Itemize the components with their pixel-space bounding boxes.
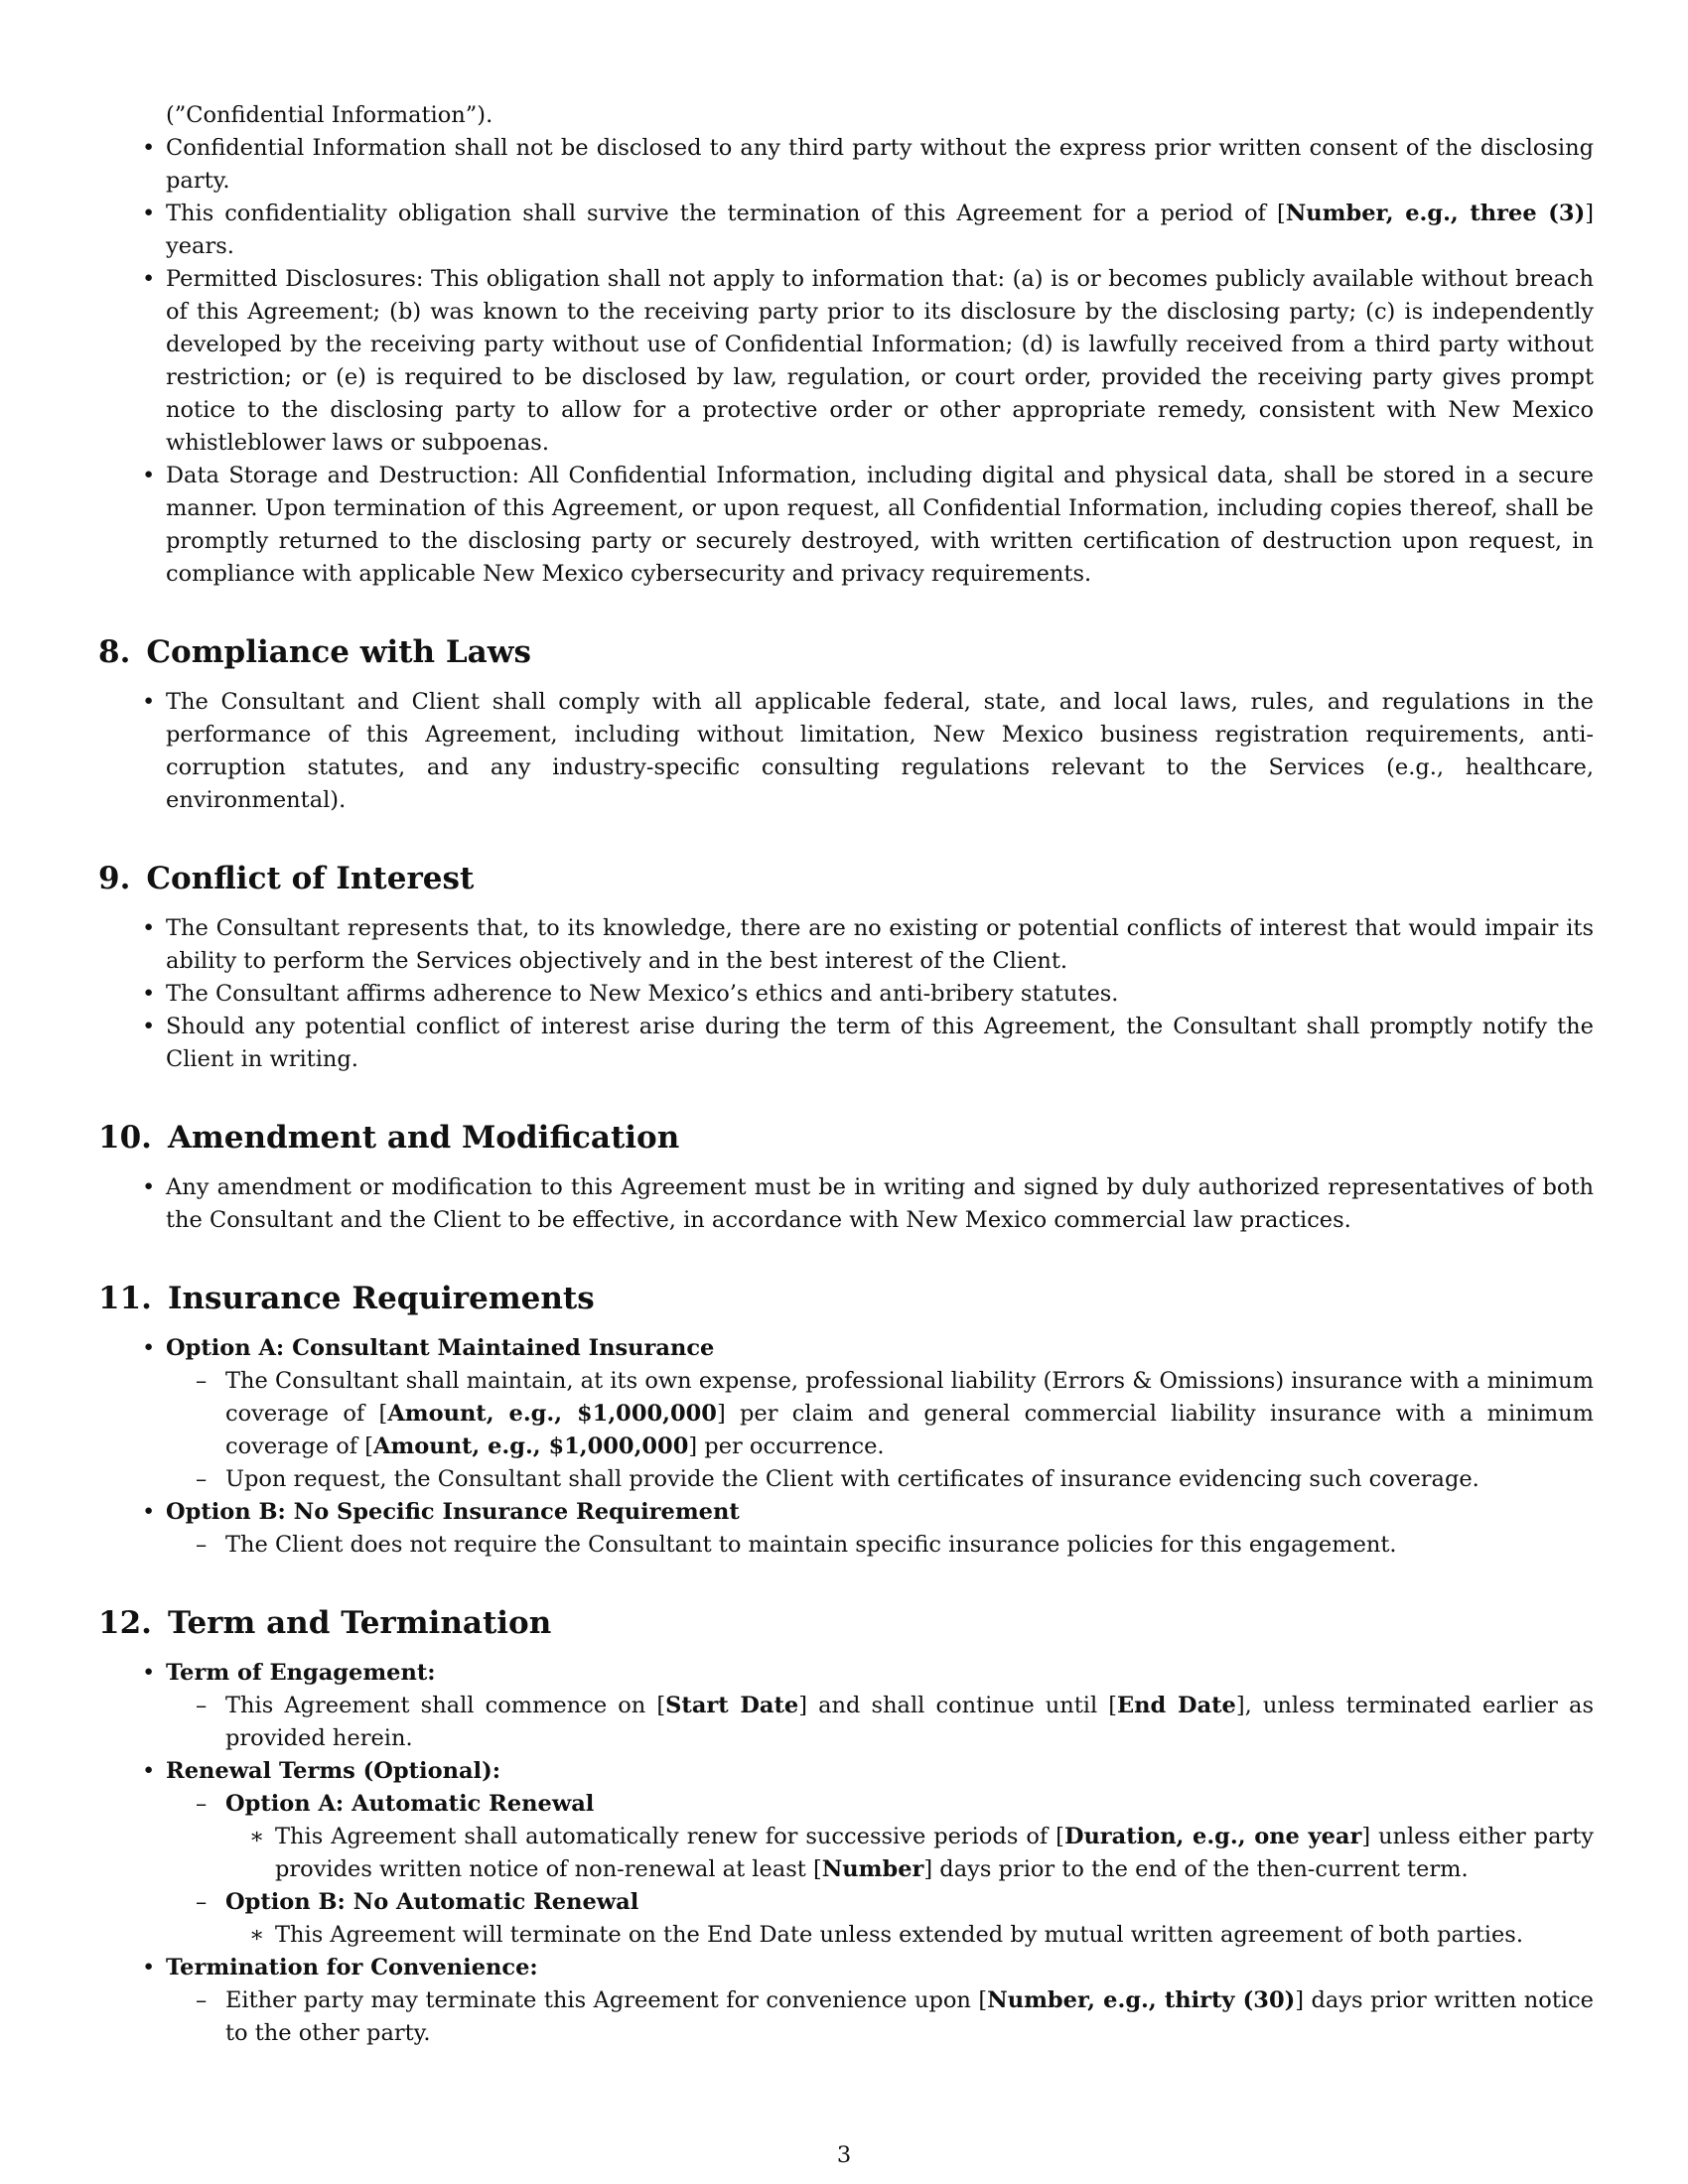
compliance-list <box>166 686 1594 817</box>
convenience-label: Termination for Convenience: <box>166 1955 538 1980</box>
list-item: • Should any potential conflict of interest arise during the term of this Agreement, the Consultant shall promptly notify the Client in writing. <box>166 1011 1594 1076</box>
list-item: • Permitted Disclosures: This obligation shall not apply to information that: (a) is or becomes publicly available without breach of this Agreement; (b) was known to the receiving party prior to its disclosure by the disclosing party; (c) is independently developed by the receiving party without use of Confidential Information; (d) is lawfully received from a third party without restriction; or (e) is required to be disclosed by law, regulation, or court order, provided the receiving party gives prompt notice to the disclosing party to allow for a protective order or other appropriate remedy, consistent with New Mexico whistleblower laws or subpoenas. <box>166 263 1594 460</box>
amendment-list <box>166 1171 1594 1237</box>
section-heading-term: 12. Term and Termination <box>98 1605 552 1641</box>
list-item <box>166 1657 1594 1755</box>
section-heading-compliance: 8. Compliance with Laws <box>98 634 531 670</box>
list-item: • The Consultant affirms adherence to New Mexico’s ethics and anti-bribery statutes. <box>166 978 1594 1011</box>
list-item: • Confidential Information shall not be disclosed to any third party without the express prior written consent of the disclosing party. <box>166 132 1594 198</box>
list-item: • This confidentiality obligation shall survive the termination of this Agreement for a period of [Number, e.g., three (3)] years. <box>166 198 1594 263</box>
list-item: ∗ This Agreement shall automatically renew for successive periods of [Duration, e.g., one year] unless either party provides written notice of non-renewal at least [Number] days prior to the end of the then-current term. <box>275 1821 1594 1886</box>
option-label: Option B: No Specific Insurance Requirement <box>166 1499 740 1525</box>
list-item <box>166 1952 1594 2050</box>
continuation-text: (”Confidential Information”). <box>166 102 493 128</box>
renewal-label: Renewal Terms (Optional): <box>166 1758 501 1784</box>
list-item <box>166 1755 1594 1952</box>
term-list <box>166 1657 1594 2050</box>
list-item <box>166 1332 1594 1496</box>
confidentiality-list <box>166 132 1594 591</box>
list-item: ∗ This Agreement will terminate on the End Date unless extended by mutual written agreement of both parties. <box>275 1919 1594 1952</box>
list-item: – The Client does not require the Consultant to maintain specific insurance policies for this engagement. <box>225 1529 1594 1562</box>
option-label: Option A: Consultant Maintained Insurance <box>166 1335 715 1361</box>
list-item: – Either party may terminate this Agreement for convenience upon [Number, e.g., thirty (30)] days prior written notice to the other party. <box>225 1984 1594 2050</box>
list-item: • The Consultant represents that, to its knowledge, there are no existing or potential conflicts of interest that would impair its ability to perform the Services objectively and in the best interest of the Client. <box>166 912 1594 978</box>
list-item: • Data Storage and Destruction: All Confidential Information, including digital and physical data, shall be stored in a secure manner. Upon termination of this Agreement, or upon request, all Confidential Information, including copies thereof, shall be promptly returned to the disclosing party or securely destroyed, with written certification of destruction upon request, in compliance with applicable New Mexico cybersecurity and privacy requirements. <box>166 460 1594 591</box>
section-heading-conflict: 9. Conflict of Interest <box>98 861 475 896</box>
section-heading-amendment: 10. Amendment and Modification <box>98 1120 680 1156</box>
section-heading-insurance: 11. Insurance Requirements <box>98 1281 595 1316</box>
list-item: – Option A: Automatic Renewal ∗ This Agreement shall automatically renew for successive periods of [Duration, e.g., one year] unless either party provides written notice of non-renewal at least [Number] days prior to the end of the then-current term. <box>225 1788 1594 1886</box>
list-item <box>166 1496 1594 1562</box>
term-label: Term of Engagement: <box>166 1660 436 1686</box>
list-item: – This Agreement shall commence on [Start Date] and shall continue until [End Date], unless terminated earlier as provided herein. <box>225 1690 1594 1755</box>
list-item: • Any amendment or modification to this Agreement must be in writing and signed by duly authorized representatives of both the Consultant and the Client to be effective, in accordance with New Mexico commercial law practices. <box>166 1171 1594 1237</box>
page-content <box>98 99 1595 2050</box>
list-item: – Upon request, the Consultant shall provide the Client with certificates of insurance evidencing such coverage. <box>225 1463 1594 1496</box>
list-item: • The Consultant and Client shall comply with all applicable federal, state, and local laws, rules, and regulations in the performance of this Agreement, including without limitation, New Mexico business registration requirements, anti-corruption statutes, and any industry-specific consulting regulations relevant to the Services (e.g., healthcare, environmental). <box>166 686 1594 817</box>
conflict-list <box>166 912 1594 1076</box>
insurance-list <box>166 1332 1594 1562</box>
placeholder-bold: Number, e.g., three (3) <box>1285 201 1586 226</box>
list-item: – The Consultant shall maintain, at its own expense, professional liability (Errors & Omissions) insurance with a minimum coverage of [Amount, e.g., $1,000,000] per claim and general commercial liability insurance with a minimum coverage of [Amount, e.g., $1,000,000] per occurrence. <box>225 1365 1594 1463</box>
page-number: 3 <box>836 2142 852 2168</box>
list-item: – Option B: No Automatic Renewal ∗ This Agreement will terminate on the End Date unless extended by mutual written agreement of both parties. <box>225 1886 1594 1952</box>
